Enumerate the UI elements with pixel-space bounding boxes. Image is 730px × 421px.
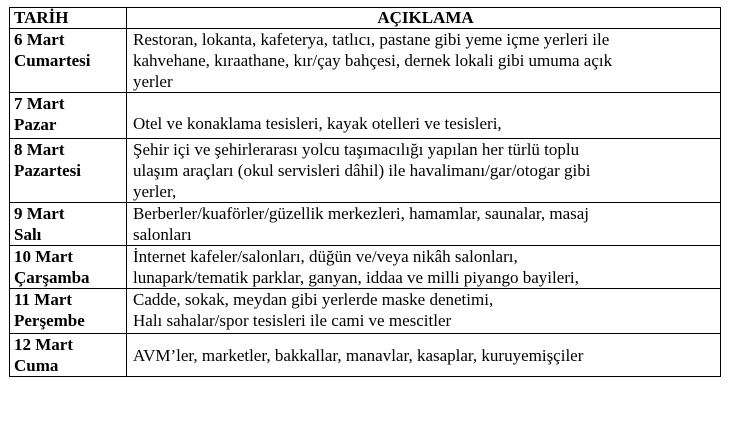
description-line: lunapark/tematik parklar, ganyan, iddaa ve milli piyango bayileri, — [133, 268, 579, 287]
description-cell — [127, 289, 721, 334]
date-cell — [10, 139, 127, 203]
description-line: Berberler/kuaförler/güzellik merkezleri, hamamlar, saunalar, masaj — [133, 204, 590, 223]
description-cell — [127, 29, 721, 93]
date-day: 9 Mart — [14, 204, 65, 223]
date-cell — [10, 289, 127, 334]
date-day: 7 Mart — [14, 94, 65, 113]
date-cell — [10, 246, 127, 289]
table-row — [10, 29, 721, 93]
date-weekday: Salı — [14, 225, 42, 244]
date-weekday: Pazar — [14, 115, 57, 134]
description-line: salonları — [133, 225, 192, 244]
description-line: Halı sahalar/spor tesisleri ile cami ve mescitler — [133, 311, 452, 330]
description-cell — [127, 246, 721, 289]
document-page — [9, 7, 720, 377]
table-row — [10, 203, 721, 246]
date-weekday: Cuma — [14, 356, 59, 375]
date-weekday: Cumartesi — [14, 51, 91, 70]
description-line: ulaşım araçları (okul servisleri dâhil) ile havalimanı/gar/otogar gibi — [133, 161, 591, 180]
date-day: 8 Mart — [14, 140, 65, 159]
description-line: İnternet kafeler/salonları, düğün ve/veya nikâh salonları, — [133, 247, 518, 266]
description-line: Restoran, lokanta, kafeterya, tatlıcı, pastane gibi yeme içme yerleri ile — [133, 30, 610, 49]
description-cell — [127, 203, 721, 246]
table-row — [10, 246, 721, 289]
date-day: 12 Mart — [14, 335, 74, 354]
description-line: Şehir içi ve şehirlerarası yolcu taşımacılığı yapılan her türlü toplu — [133, 140, 580, 159]
description-line: yerler — [133, 72, 173, 91]
date-cell — [10, 93, 127, 139]
description-line: kahvehane, kıraathane, kır/çay bahçesi, dernek lokali gibi umuma açık — [133, 51, 613, 70]
description-line: Cadde, sokak, meydan gibi yerlerde maske denetimi, — [133, 290, 494, 309]
description-line: yerler, — [133, 182, 177, 201]
header-description: AÇIKLAMA — [127, 8, 721, 29]
date-cell — [10, 334, 127, 377]
table-row — [10, 139, 721, 203]
table-row — [10, 93, 721, 139]
description-cell — [127, 93, 721, 139]
date-weekday: Pazartesi — [14, 161, 82, 180]
description-line: Otel ve konaklama tesisleri, kayak otelleri ve tesisleri, — [133, 114, 502, 133]
description-cell — [127, 139, 721, 203]
date-cell — [10, 203, 127, 246]
date-day: 6 Mart — [14, 30, 65, 49]
date-cell — [10, 29, 127, 93]
date-day: 10 Mart — [14, 247, 74, 266]
date-day: 11 Mart — [14, 290, 73, 309]
table-header-row — [10, 8, 721, 29]
description-cell — [127, 334, 721, 377]
header-date: TARİH — [10, 8, 127, 29]
date-weekday: Perşembe — [14, 311, 85, 330]
table-row — [10, 334, 721, 377]
description-line: AVM’ler, marketler, bakkallar, manavlar, kasaplar, kuruyemişçiler — [133, 345, 584, 365]
table-row — [10, 289, 721, 334]
date-weekday: Çarşamba — [14, 268, 90, 287]
schedule-table — [9, 7, 721, 377]
